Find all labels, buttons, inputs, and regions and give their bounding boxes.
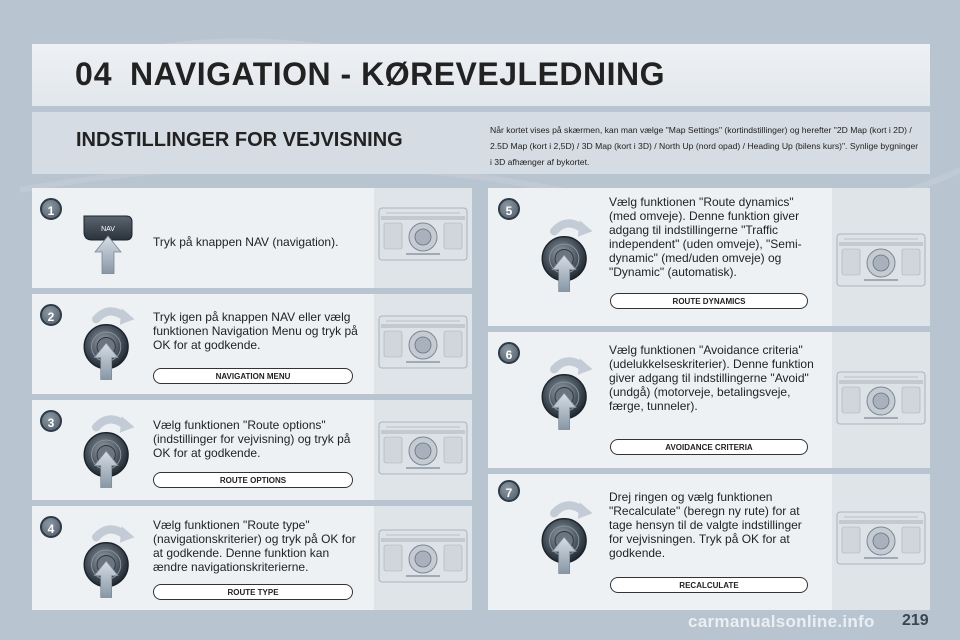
menu-label-pill: ROUTE TYPE: [153, 584, 353, 600]
watermark: carmanualsonline.info: [688, 612, 875, 631]
step-number-4: 4: [40, 516, 62, 538]
intro-paragraph: Når kortet vises på skærmen, kan man vælge "Map Settings" (kortindstillinger) og herefter "2D Map (kort i 2D) / 2.5D Map (kort i 2,5D) / 3D Map (kort i 3D) / North Up (nord opad) / Heading Up (bilens kurs)". Synlige bygninger i 3D afhænger af bykortet.: [490, 125, 919, 167]
step-text-2: Tryk igen på knappen NAV eller vælg funktionen Navigation Menu og tryk på OK for at godkende.: [153, 310, 358, 352]
rotary-knob-icon: [534, 218, 598, 292]
step-text-4: Vælg funktionen "Route type" (navigationskriterier) og tryk på OK for at godkende. Denne funktion kan ændre navigationskriterierne.: [153, 518, 356, 574]
menu-label-pill: AVOIDANCE CRITERIA: [610, 439, 808, 455]
menu-label-pill: ROUTE OPTIONS: [153, 472, 353, 488]
nav-button-icon: [78, 212, 138, 274]
step-text-6: Vælg funktionen "Avoidance criteria" (udelukkelseskriterier). Denne funktion giver adgang til indstillingerne "Avoid" (undgå) (motorveje, betalingsveje, færge, tunneler).: [609, 343, 814, 413]
step-text-5: Vælg funktionen "Route dynamics" (med omveje). Denne funktion giver adgang til indstillingerne "Traffic independent" (uden omveje), "Semi-dynamic" (med/uden omveje) og "Dynamic" (automatisk).: [609, 195, 802, 279]
menu-label-pill: RECALCULATE: [610, 577, 808, 593]
nav-key-label: NAV: [101, 226, 115, 233]
rotary-knob-icon: [76, 306, 140, 380]
radio-front-icon: [378, 204, 468, 264]
rotary-knob-icon: [76, 524, 140, 598]
menu-label-pill: NAVIGATION MENU: [153, 368, 353, 384]
radio-front-icon: [836, 230, 926, 290]
step-number-7: 7: [498, 480, 520, 502]
step-text-7: Drej ringen og vælg funktionen "Recalculate" (beregn ny rute) for at tage hensyn til de valgte indstillinger for vejvisningen. Tryk på OK for at godkende.: [609, 490, 802, 560]
rotary-knob-icon: [76, 414, 140, 488]
step-text-3: Vælg funktionen "Route options" (indstillinger for vejvisning) og tryk på OK for at godkende.: [153, 418, 351, 460]
radio-front-icon: [836, 368, 926, 428]
section-title: INDSTILLINGER FOR VEJVISNING: [76, 129, 403, 151]
step-number-6: 6: [498, 342, 520, 364]
radio-front-icon: [378, 312, 468, 372]
page-number: 219: [902, 612, 929, 629]
page-title: NAVIGATION - KØREVEJLEDNING: [130, 56, 666, 92]
rotary-knob-icon: [534, 356, 598, 430]
step-text-1: Tryk på knappen NAV (navigation).: [153, 235, 339, 249]
step-number-2: 2: [40, 304, 62, 326]
radio-front-icon: [378, 526, 468, 586]
radio-front-icon: [378, 418, 468, 478]
step-number-5: 5: [498, 198, 520, 220]
rotary-knob-icon: [534, 500, 598, 574]
chapter-number: 04: [75, 56, 113, 92]
step-number-3: 3: [40, 410, 62, 432]
radio-front-icon: [836, 508, 926, 568]
menu-label-pill: ROUTE DYNAMICS: [610, 293, 808, 309]
step-number-1: 1: [40, 198, 62, 220]
